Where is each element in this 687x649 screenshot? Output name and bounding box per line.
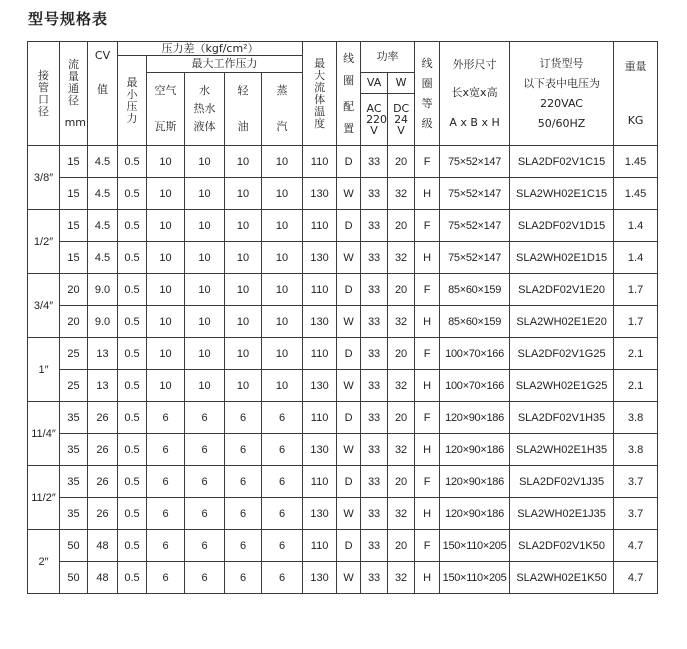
- table-row: [28, 434, 658, 466]
- cell-water: 6: [185, 498, 225, 530]
- cell-dimensions: 120×90×186: [440, 434, 510, 466]
- cell-steam: 10: [262, 146, 303, 178]
- cell-max-temp: 110: [303, 338, 337, 370]
- cell-dimensions: 120×90×186: [440, 498, 510, 530]
- cell-pipe-size: 1/2″: [28, 210, 60, 274]
- cell-dimensions: 120×90×186: [440, 402, 510, 434]
- cell-water: 10: [185, 306, 225, 338]
- cell-flow-path: 35: [60, 402, 88, 434]
- header-flow-path: 流量通径 mm: [60, 42, 88, 146]
- cell-dimensions: 120×90×186: [440, 466, 510, 498]
- header-steam: 蒸 汽: [262, 73, 303, 146]
- cell-min-pressure: 0.5: [118, 498, 147, 530]
- header-max-work-pressure: 最大工作压力: [147, 56, 303, 73]
- cell-w: 20: [388, 338, 415, 370]
- cell-min-pressure: 0.5: [118, 242, 147, 274]
- cell-max-temp: 130: [303, 434, 337, 466]
- cell-coil-class: H: [415, 306, 440, 338]
- cell-order-no: SLA2DF02V1C15: [510, 146, 614, 178]
- cell-min-pressure: 0.5: [118, 562, 147, 594]
- cell-order-no: SLA2DF02V1D15: [510, 210, 614, 242]
- table-row: [28, 530, 658, 562]
- cell-light-oil: 6: [225, 402, 262, 434]
- cell-w: 32: [388, 434, 415, 466]
- cell-cv: 48: [88, 562, 118, 594]
- table-row: [28, 466, 658, 498]
- cell-air: 10: [147, 210, 185, 242]
- cell-min-pressure: 0.5: [118, 338, 147, 370]
- cell-va: 33: [361, 306, 388, 338]
- cell-steam: 10: [262, 338, 303, 370]
- cell-w: 20: [388, 466, 415, 498]
- cell-weight: 1.7: [614, 274, 658, 306]
- table-row: [28, 562, 658, 594]
- cell-steam: 10: [262, 178, 303, 210]
- cell-light-oil: 10: [225, 146, 262, 178]
- cell-w: 20: [388, 530, 415, 562]
- header-power: 功率: [361, 42, 415, 73]
- cell-coil-config: W: [337, 434, 361, 466]
- cell-weight: 3.7: [614, 498, 658, 530]
- cell-max-temp: 130: [303, 370, 337, 402]
- header-w: W: [388, 73, 415, 94]
- cell-min-pressure: 0.5: [118, 274, 147, 306]
- cell-cv: 48: [88, 530, 118, 562]
- cell-w: 32: [388, 370, 415, 402]
- cell-air: 10: [147, 338, 185, 370]
- cell-w: 32: [388, 306, 415, 338]
- cell-steam: 6: [262, 402, 303, 434]
- cell-air: 6: [147, 402, 185, 434]
- cell-light-oil: 10: [225, 338, 262, 370]
- cell-air: 6: [147, 466, 185, 498]
- cell-flow-path: 20: [60, 306, 88, 338]
- cell-flow-path: 25: [60, 338, 88, 370]
- cell-dimensions: 85×60×159: [440, 306, 510, 338]
- cell-va: 33: [361, 242, 388, 274]
- cell-max-temp: 110: [303, 274, 337, 306]
- cell-order-no: SLA2WH02E1E20: [510, 306, 614, 338]
- cell-order-no: SLA2DF02V1H35: [510, 402, 614, 434]
- header-water: 水 热水 液体: [185, 73, 225, 146]
- cell-water: 10: [185, 146, 225, 178]
- cell-order-no: SLA2WH02E1C15: [510, 178, 614, 210]
- cell-coil-class: F: [415, 466, 440, 498]
- cell-weight: 1.4: [614, 210, 658, 242]
- cell-max-temp: 110: [303, 530, 337, 562]
- cell-va: 33: [361, 338, 388, 370]
- cell-flow-path: 35: [60, 498, 88, 530]
- cell-light-oil: 10: [225, 274, 262, 306]
- cell-air: 10: [147, 178, 185, 210]
- cell-order-no: SLA2DF02V1K50: [510, 530, 614, 562]
- table-row: [28, 146, 658, 178]
- cell-coil-config: D: [337, 338, 361, 370]
- cell-cv: 9.0: [88, 306, 118, 338]
- header-pipe-dia: 接管口径: [28, 42, 60, 146]
- cell-steam: 10: [262, 210, 303, 242]
- header-coil-config: 线 圈 配 置: [337, 42, 361, 146]
- cell-dimensions: 75×52×147: [440, 178, 510, 210]
- cell-flow-path: 15: [60, 178, 88, 210]
- cell-air: 10: [147, 274, 185, 306]
- cell-w: 20: [388, 274, 415, 306]
- cell-steam: 6: [262, 530, 303, 562]
- cell-va: 33: [361, 178, 388, 210]
- header-air-gas: 空气 瓦斯: [147, 73, 185, 146]
- cell-min-pressure: 0.5: [118, 178, 147, 210]
- cell-dimensions: 150×110×205: [440, 562, 510, 594]
- cell-coil-config: W: [337, 242, 361, 274]
- cell-pipe-size: 1″: [28, 338, 60, 402]
- cell-weight: 2.1: [614, 370, 658, 402]
- cell-min-pressure: 0.5: [118, 466, 147, 498]
- cell-light-oil: 6: [225, 434, 262, 466]
- cell-cv: 26: [88, 434, 118, 466]
- cell-coil-class: F: [415, 402, 440, 434]
- cell-va: 33: [361, 370, 388, 402]
- cell-max-temp: 110: [303, 146, 337, 178]
- cell-weight: 1.4: [614, 242, 658, 274]
- cell-cv: 26: [88, 402, 118, 434]
- cell-order-no: SLA2DF02V1E20: [510, 274, 614, 306]
- cell-flow-path: 25: [60, 370, 88, 402]
- cell-coil-class: F: [415, 274, 440, 306]
- cell-coil-config: W: [337, 498, 361, 530]
- cell-min-pressure: 0.5: [118, 306, 147, 338]
- cell-coil-class: H: [415, 178, 440, 210]
- cell-dimensions: 75×52×147: [440, 146, 510, 178]
- cell-max-temp: 130: [303, 242, 337, 274]
- cell-va: 33: [361, 434, 388, 466]
- cell-coil-class: H: [415, 370, 440, 402]
- cell-flow-path: 50: [60, 530, 88, 562]
- cell-coil-config: D: [337, 530, 361, 562]
- cell-weight: 1.45: [614, 178, 658, 210]
- cell-coil-class: F: [415, 530, 440, 562]
- header-coil-class: 线 圈 等 级: [415, 42, 440, 146]
- cell-flow-path: 15: [60, 210, 88, 242]
- cell-coil-class: H: [415, 242, 440, 274]
- cell-light-oil: 6: [225, 562, 262, 594]
- cell-coil-config: D: [337, 146, 361, 178]
- cell-cv: 9.0: [88, 274, 118, 306]
- cell-w: 32: [388, 562, 415, 594]
- table-row: [28, 306, 658, 338]
- cell-w: 32: [388, 178, 415, 210]
- cell-va: 33: [361, 210, 388, 242]
- cell-order-no: SLA2WH02E1D15: [510, 242, 614, 274]
- cell-coil-class: H: [415, 434, 440, 466]
- cell-weight: 1.7: [614, 306, 658, 338]
- cell-coil-class: H: [415, 498, 440, 530]
- cell-dimensions: 100×70×166: [440, 338, 510, 370]
- cell-min-pressure: 0.5: [118, 370, 147, 402]
- cell-order-no: SLA2WH02E1J35: [510, 498, 614, 530]
- header-weight: 重量 KG: [614, 42, 658, 146]
- cell-dimensions: 100×70×166: [440, 370, 510, 402]
- cell-cv: 26: [88, 466, 118, 498]
- cell-water: 10: [185, 338, 225, 370]
- cell-coil-config: W: [337, 562, 361, 594]
- cell-water: 10: [185, 178, 225, 210]
- cell-dimensions: 85×60×159: [440, 274, 510, 306]
- cell-pipe-size: 3/4″: [28, 274, 60, 338]
- cell-w: 20: [388, 402, 415, 434]
- cell-air: 10: [147, 306, 185, 338]
- cell-cv: 4.5: [88, 210, 118, 242]
- table-row: [28, 274, 658, 306]
- cell-steam: 6: [262, 466, 303, 498]
- cell-w: 20: [388, 210, 415, 242]
- header-dc-voltage: DC 24 V: [388, 94, 415, 146]
- cell-weight: 3.8: [614, 434, 658, 466]
- cell-pipe-size: 2″: [28, 530, 60, 594]
- cell-va: 33: [361, 562, 388, 594]
- cell-water: 10: [185, 242, 225, 274]
- cell-order-no: SLA2WH02E1G25: [510, 370, 614, 402]
- cell-steam: 10: [262, 306, 303, 338]
- cell-coil-config: W: [337, 178, 361, 210]
- cell-coil-config: D: [337, 402, 361, 434]
- cell-weight: 3.8: [614, 402, 658, 434]
- cell-steam: 10: [262, 370, 303, 402]
- cell-air: 6: [147, 562, 185, 594]
- cell-water: 10: [185, 210, 225, 242]
- cell-min-pressure: 0.5: [118, 434, 147, 466]
- cell-weight: 4.7: [614, 562, 658, 594]
- header-light-oil: 轻 油: [225, 73, 262, 146]
- cell-light-oil: 10: [225, 242, 262, 274]
- cell-light-oil: 10: [225, 178, 262, 210]
- cell-max-temp: 130: [303, 562, 337, 594]
- cell-light-oil: 10: [225, 370, 262, 402]
- table-row: [28, 242, 658, 274]
- cell-cv: 13: [88, 370, 118, 402]
- cell-cv: 4.5: [88, 242, 118, 274]
- cell-flow-path: 15: [60, 146, 88, 178]
- cell-weight: 4.7: [614, 530, 658, 562]
- cell-water: 6: [185, 402, 225, 434]
- cell-coil-config: D: [337, 274, 361, 306]
- header-pressure-diff: 压力差（kgf/cm²）: [118, 42, 303, 56]
- cell-va: 33: [361, 530, 388, 562]
- table-row: [28, 338, 658, 370]
- cell-va: 33: [361, 466, 388, 498]
- cell-max-temp: 130: [303, 178, 337, 210]
- cell-dimensions: 75×52×147: [440, 210, 510, 242]
- cell-max-temp: 130: [303, 498, 337, 530]
- spec-table-body: [28, 146, 658, 594]
- cell-coil-config: W: [337, 370, 361, 402]
- cell-coil-class: H: [415, 562, 440, 594]
- cell-max-temp: 110: [303, 466, 337, 498]
- cell-light-oil: 6: [225, 466, 262, 498]
- cell-weight: 1.45: [614, 146, 658, 178]
- page-title: 型号规格表: [28, 10, 109, 28]
- cell-water: 6: [185, 530, 225, 562]
- header-order-no: 订货型号 以下表中电压为 220VAC 50/60HZ: [510, 42, 614, 146]
- cell-light-oil: 10: [225, 306, 262, 338]
- cell-air: 10: [147, 370, 185, 402]
- cell-max-temp: 130: [303, 306, 337, 338]
- cell-max-temp: 110: [303, 210, 337, 242]
- cell-min-pressure: 0.5: [118, 530, 147, 562]
- cell-coil-config: D: [337, 210, 361, 242]
- cell-air: 6: [147, 434, 185, 466]
- cell-flow-path: 50: [60, 562, 88, 594]
- cell-order-no: SLA2WH02E1H35: [510, 434, 614, 466]
- header-min-pressure: 最小压力: [118, 56, 147, 146]
- cell-water: 10: [185, 370, 225, 402]
- cell-order-no: SLA2DF02V1G25: [510, 338, 614, 370]
- header-max-temp: 最大流体温度: [303, 42, 337, 146]
- cell-flow-path: 20: [60, 274, 88, 306]
- table-row: [28, 210, 658, 242]
- spec-table: [27, 41, 658, 594]
- cell-w: 32: [388, 498, 415, 530]
- cell-water: 10: [185, 274, 225, 306]
- cell-cv: 4.5: [88, 146, 118, 178]
- cell-steam: 6: [262, 562, 303, 594]
- cell-weight: 2.1: [614, 338, 658, 370]
- cell-min-pressure: 0.5: [118, 210, 147, 242]
- cell-water: 6: [185, 466, 225, 498]
- cell-flow-path: 35: [60, 434, 88, 466]
- cell-w: 32: [388, 242, 415, 274]
- cell-weight: 3.7: [614, 466, 658, 498]
- cell-dimensions: 150×110×205: [440, 530, 510, 562]
- cell-cv: 26: [88, 498, 118, 530]
- cell-air: 10: [147, 146, 185, 178]
- header-dimensions: 外形尺寸 长x宽x高 A x B x H: [440, 42, 510, 146]
- cell-order-no: SLA2DF02V1J35: [510, 466, 614, 498]
- header-ac-voltage: AC 220 V: [361, 94, 388, 146]
- cell-pipe-size: 11/2″: [28, 466, 60, 530]
- table-row: [28, 498, 658, 530]
- cell-cv: 13: [88, 338, 118, 370]
- cell-flow-path: 35: [60, 466, 88, 498]
- cell-va: 33: [361, 274, 388, 306]
- cell-steam: 10: [262, 274, 303, 306]
- cell-air: 10: [147, 242, 185, 274]
- cell-water: 6: [185, 562, 225, 594]
- cell-order-no: SLA2WH02E1K50: [510, 562, 614, 594]
- header-cv: CV 值: [88, 42, 118, 146]
- cell-cv: 4.5: [88, 178, 118, 210]
- cell-pipe-size: 11/4″: [28, 402, 60, 466]
- table-row: [28, 178, 658, 210]
- cell-min-pressure: 0.5: [118, 146, 147, 178]
- header-va: VA: [361, 73, 388, 94]
- cell-coil-config: W: [337, 306, 361, 338]
- table-row: [28, 402, 658, 434]
- cell-light-oil: 6: [225, 498, 262, 530]
- cell-flow-path: 15: [60, 242, 88, 274]
- cell-coil-config: D: [337, 466, 361, 498]
- cell-pipe-size: 3/8″: [28, 146, 60, 210]
- table-row: [28, 370, 658, 402]
- cell-coil-class: F: [415, 338, 440, 370]
- cell-air: 6: [147, 530, 185, 562]
- cell-dimensions: 75×52×147: [440, 242, 510, 274]
- cell-va: 33: [361, 498, 388, 530]
- cell-light-oil: 10: [225, 210, 262, 242]
- cell-water: 6: [185, 434, 225, 466]
- cell-air: 6: [147, 498, 185, 530]
- cell-va: 33: [361, 146, 388, 178]
- cell-steam: 6: [262, 498, 303, 530]
- cell-min-pressure: 0.5: [118, 402, 147, 434]
- cell-w: 20: [388, 146, 415, 178]
- cell-coil-class: F: [415, 210, 440, 242]
- cell-max-temp: 110: [303, 402, 337, 434]
- cell-steam: 10: [262, 242, 303, 274]
- cell-va: 33: [361, 402, 388, 434]
- cell-steam: 6: [262, 434, 303, 466]
- cell-light-oil: 6: [225, 530, 262, 562]
- cell-coil-class: F: [415, 146, 440, 178]
